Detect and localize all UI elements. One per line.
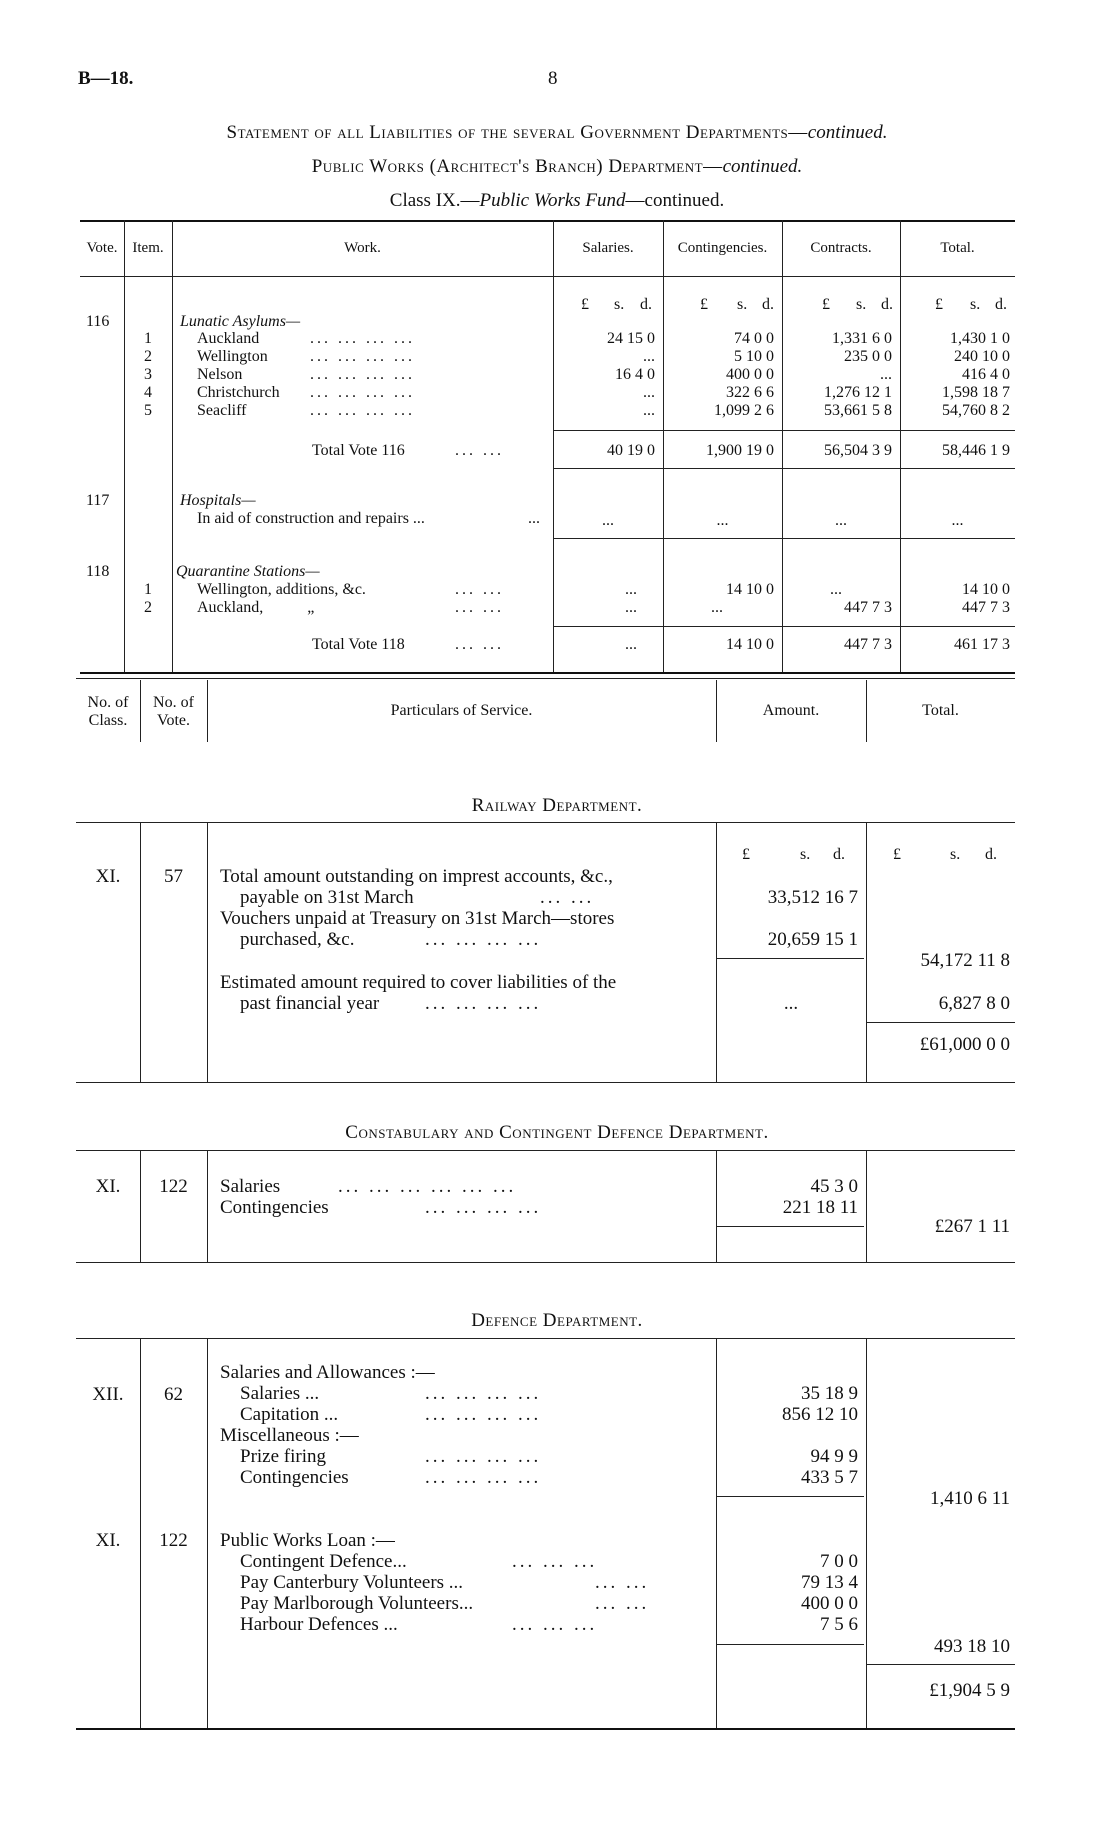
work-name: Nelson: [197, 366, 243, 383]
defence-title: Defence Department.: [471, 1310, 643, 1331]
contingencies-value: 14 10 0: [726, 581, 774, 598]
contracts-value: 1,276 12 1: [824, 384, 892, 401]
constabulary-total: £267 1 11: [934, 1216, 1010, 1237]
leader-dots: ...: [528, 510, 540, 527]
total-label: Total Vote 118: [312, 636, 405, 653]
vote-117-number: 117: [86, 492, 110, 509]
salaries-value: ...: [602, 512, 614, 529]
leader-dots: ... ... ... ...: [425, 1383, 542, 1404]
salaries-value: 16 4 0: [615, 366, 655, 383]
vote-118-number: 118: [86, 563, 110, 580]
col-header-vote: Vote.: [86, 240, 118, 256]
railway-class: XI.: [95, 866, 121, 887]
col-header-vote-no: No. of Vote.: [153, 694, 194, 729]
lsd-shilling: s.: [800, 846, 811, 863]
lsd-pound: £: [893, 846, 901, 863]
contracts-total: 56,504 3 9: [824, 442, 892, 459]
statement-title: [0, 122, 1114, 144]
department-title: [0, 156, 1114, 178]
contracts-value: 235 0 0: [844, 348, 892, 365]
statement-title-text: Statement of all Liabilities of the several Government Departments—: [226, 122, 808, 143]
salaries-value: ...: [625, 581, 637, 598]
service-amount: 45 3 0: [810, 1176, 858, 1197]
leader-dots: ... ... ... ...: [310, 366, 415, 383]
railway-line-3: Vouchers unpaid at Treasury on 31st March—stores: [220, 908, 615, 929]
constabulary-vote: 122: [159, 1176, 188, 1197]
railway-line-2: payable on 31st March: [240, 887, 414, 908]
salaries-total: 40 19 0: [607, 442, 655, 459]
defence-heading-salaries: Salaries and Allowances :—: [220, 1362, 435, 1383]
total-label: Total Vote 116: [312, 442, 405, 459]
leader-dots: ... ... ... ...: [425, 1197, 542, 1218]
col-header-total: Total.: [940, 240, 975, 256]
leader-dots: ... ... ... ...: [425, 1446, 542, 1467]
service-amount: 7 5 6: [820, 1614, 858, 1635]
leader-dots: ... ... ... ...: [310, 384, 415, 401]
lsd-pence: d.: [881, 296, 893, 313]
service-label: Pay Canterbury Volunteers ...: [240, 1572, 464, 1593]
item-number: 1: [144, 581, 152, 598]
leader-dots: ... ... ...: [512, 1614, 598, 1635]
railway-title: Railway Department.: [471, 795, 643, 816]
salaries-value: ...: [625, 599, 637, 616]
col-header-amount: Amount.: [762, 702, 820, 719]
lsd-pound: £: [935, 296, 943, 313]
department-title-text: Public Works (Architect's Branch) Department—: [311, 156, 723, 177]
salaries-value: ...: [643, 384, 655, 401]
total-value: 1,598 18 7: [942, 384, 1010, 401]
service-amount: 856 12 10: [782, 1404, 858, 1425]
item-number: 1: [144, 330, 152, 347]
railway-amount-2: 20,659 15 1: [767, 929, 858, 950]
service-label: Capitation ...: [240, 1404, 339, 1425]
salaries-value: ...: [643, 348, 655, 365]
work-name: Auckland, „: [197, 599, 315, 616]
railway-line-6: past financial year: [240, 993, 380, 1014]
defence-class-a: XII.: [92, 1384, 124, 1405]
service-amount: 79 13 4: [801, 1572, 858, 1593]
leader-dots: ... ...: [455, 581, 504, 598]
leader-dots: ... ...: [455, 636, 504, 653]
contingencies-value: 5 10 0: [734, 348, 774, 365]
work-name: Wellington: [197, 348, 268, 365]
grand-total: 461 17 3: [954, 636, 1010, 653]
service-amount: 94 9 9: [810, 1446, 858, 1467]
defence-subtotal-2: 493 18 10: [934, 1636, 1010, 1657]
railway-estimated: 6,827 8 0: [938, 993, 1010, 1014]
leader-dots: ... ... ... ...: [425, 929, 542, 950]
salaries-total: ...: [625, 636, 637, 653]
contingencies-total: 1,900 19 0: [706, 442, 774, 459]
class-title-b: —continued.: [625, 190, 725, 211]
defence-subtotal-1: 1,410 6 11: [929, 1488, 1010, 1509]
railway-line-1: Total amount outstanding on imprest accounts, &c.,: [220, 866, 613, 887]
vote-116-heading: Lunatic Asylums—: [180, 313, 301, 330]
lsd-shilling: s.: [856, 296, 867, 313]
railway-line-5: Estimated amount required to cover liabilities of the: [220, 972, 617, 993]
defence-heading-loan: Public Works Loan :—: [220, 1530, 395, 1551]
lsd-shilling: s.: [950, 846, 961, 863]
col-header-particulars-total: Total.: [922, 702, 959, 719]
lsd-pence: d.: [640, 296, 652, 313]
contingencies-value: 322 6 6: [726, 384, 774, 401]
defence-class-b: XI.: [95, 1530, 121, 1551]
service-amount: 7 0 0: [820, 1551, 858, 1572]
class-title-a: Class IX.—: [389, 190, 480, 211]
col-header-salaries: Salaries.: [582, 240, 634, 256]
constabulary-class: XI.: [95, 1176, 121, 1197]
service-amount: 400 0 0: [801, 1593, 858, 1614]
leader-dots: ... ... ... ... ... ...: [338, 1176, 517, 1197]
total-value: 416 4 0: [962, 366, 1010, 383]
work-name: In aid of construction and repairs ...: [197, 510, 425, 527]
contingencies-value: ...: [716, 512, 729, 529]
service-label: Pay Marlborough Volunteers...: [240, 1593, 474, 1614]
leader-dots: ... ...: [595, 1593, 650, 1614]
service-label: Contingencies: [240, 1467, 349, 1488]
leader-dots: ... ... ... ...: [310, 402, 415, 419]
constabulary-title: Constabulary and Contingent Defence Department.: [345, 1122, 769, 1143]
railway-line-4: purchased, &c.: [240, 929, 355, 950]
leader-dots: ... ...: [455, 442, 504, 459]
railway-subtotal: 54,172 11 8: [920, 950, 1010, 971]
lsd-shilling: s.: [737, 296, 748, 313]
vote-116-number: 116: [86, 313, 110, 330]
work-name: Seacliff: [197, 402, 247, 419]
contracts-value: ...: [835, 512, 847, 529]
col-header-contracts: Contracts.: [810, 240, 872, 256]
lsd-pence: d.: [985, 846, 997, 863]
work-name: Wellington, additions, &c.: [197, 581, 366, 598]
statement-title-continued: continued.: [807, 122, 888, 143]
contingencies-value: 400 0 0: [726, 366, 774, 383]
class-title: [0, 190, 1114, 212]
lsd-pence: d.: [995, 296, 1007, 313]
service-amount: 433 5 7: [801, 1467, 858, 1488]
contracts-value: 447 7 3: [844, 599, 892, 616]
total-value: 1,430 1 0: [950, 330, 1010, 347]
contingencies-value: 74 0 0: [734, 330, 774, 347]
railway-total: £61,000 0 0: [919, 1034, 1010, 1055]
service-amount: 221 18 11: [782, 1197, 858, 1218]
item-number: 3: [144, 366, 152, 383]
col-header-item: Item.: [132, 240, 164, 256]
class-title-fund: Public Works Fund: [479, 190, 626, 211]
col-header-class: No. of Class.: [87, 694, 129, 729]
lsd-pound: £: [700, 296, 708, 313]
grand-total: 58,446 1 9: [942, 442, 1010, 459]
work-name: Christchurch: [197, 384, 280, 401]
service-label: Harbour Defences ...: [240, 1614, 398, 1635]
leader-dots: ... ... ... ...: [310, 348, 415, 365]
railway-amount-3: ...: [783, 993, 799, 1014]
lsd-pound: £: [742, 846, 750, 863]
leader-dots: ... ... ... ...: [425, 1404, 542, 1425]
department-title-continued: continued.: [722, 156, 803, 177]
contingencies-value: ...: [711, 599, 723, 616]
leader-dots: ... ... ...: [512, 1551, 598, 1572]
leader-dots: ... ...: [455, 599, 504, 616]
vote-118-heading: Quarantine Stations—: [176, 563, 320, 580]
total-value: ...: [951, 512, 964, 529]
work-name: Auckland: [197, 330, 260, 347]
service-amount: 35 18 9: [801, 1383, 858, 1404]
total-value: 14 10 0: [962, 581, 1010, 598]
page-number: 8: [548, 68, 558, 89]
col-header-work: Work.: [344, 240, 381, 256]
col-header-contingencies: Contingencies.: [677, 240, 768, 256]
contracts-total: 447 7 3: [844, 636, 892, 653]
leader-dots: ... ...: [595, 1572, 650, 1593]
item-number: 2: [144, 348, 152, 365]
railway-vote: 57: [164, 866, 183, 887]
vote-117-heading: Hospitals—: [180, 492, 256, 509]
item-number: 5: [144, 402, 152, 419]
contracts-value: ...: [830, 581, 842, 598]
contingencies-total: 14 10 0: [726, 636, 774, 653]
col-header-particulars: Particulars of Service.: [390, 702, 533, 719]
service-label: Contingencies: [220, 1197, 329, 1218]
contracts-value: ...: [880, 366, 892, 383]
service-label: Salaries ...: [240, 1383, 320, 1404]
total-value: 240 10 0: [954, 348, 1010, 365]
leader-dots: ... ... ... ...: [425, 1467, 542, 1488]
contracts-value: 53,661 5 8: [824, 402, 892, 419]
lsd-shilling: s.: [970, 296, 981, 313]
defence-heading-misc: Miscellaneous :—: [220, 1425, 359, 1446]
defence-vote-b: 122: [159, 1530, 188, 1551]
salaries-value: ...: [643, 402, 655, 419]
lsd-shilling: s.: [614, 296, 625, 313]
lsd-pound: £: [581, 296, 589, 313]
contracts-value: 1,331 6 0: [832, 330, 892, 347]
service-label: Salaries: [220, 1176, 281, 1197]
leader-dots: ... ... ... ...: [425, 993, 542, 1014]
contingencies-value: 1,099 2 6: [714, 402, 774, 419]
lsd-pence: d.: [762, 296, 774, 313]
defence-total: £1,904 5 9: [929, 1680, 1010, 1701]
item-number: 2: [144, 599, 152, 616]
item-number: 4: [144, 384, 152, 401]
service-label: Contingent Defence...: [240, 1551, 407, 1572]
defence-vote-a: 62: [164, 1384, 183, 1405]
total-value: 447 7 3: [962, 599, 1010, 616]
total-value: 54,760 8 2: [942, 402, 1010, 419]
leader-dots: ... ... ... ...: [310, 330, 415, 347]
document-reference: B—18.: [78, 68, 134, 89]
service-label: Prize firing: [240, 1446, 327, 1467]
salaries-value: 24 15 0: [607, 330, 655, 347]
railway-amount-1: 33,512 16 7: [767, 887, 858, 908]
lsd-pound: £: [822, 296, 830, 313]
leader-dots: ... ...: [540, 887, 595, 908]
lsd-pence: d.: [833, 846, 845, 863]
